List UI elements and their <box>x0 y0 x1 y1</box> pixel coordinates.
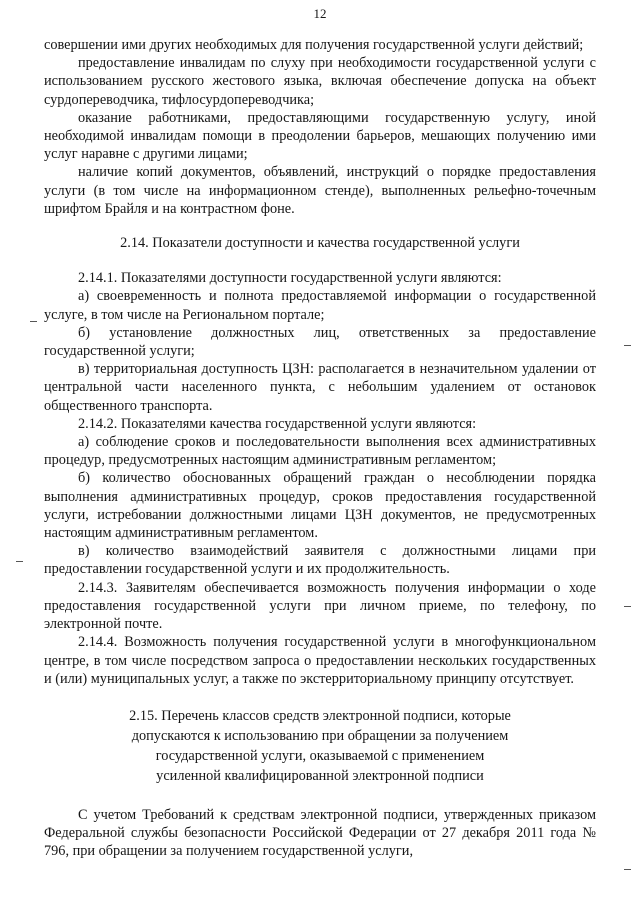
paragraph: предоставление инвалидам по слуху при необходимости государственной услуги с использованием русского жестового языка, включая обеспечение допуска на объект сурдопереводчика, тифлосурдопереводчика; <box>44 55 596 108</box>
section-heading-2-15 <box>44 706 596 786</box>
paragraph: б) количество обоснованных обращений граждан о несоблюдении порядка выполнения административных процедур, сроков предоставления государственной услуги, истребовании должностными лицами ЦЗН документов, не предусмотренных настоящим административным регламентом. <box>44 470 596 542</box>
section-heading-2-14: 2.14. Показатели доступности и качества государственной услуги <box>120 235 520 252</box>
scan-mark <box>16 561 23 562</box>
paragraph: б) установление должностных лиц, ответственных за предоставление государственной услуги; <box>44 324 596 360</box>
paragraph: а) своевременность и полнота предоставляемой информации о государственной услуге, в том числе на Региональном портале; <box>44 288 596 323</box>
paragraph: в) территориальная доступность ЦЗН: располагается в незначительном удалении от центральной части населенного пункта, с небольшим удалением от остановок общественного транспорта. <box>44 361 596 414</box>
paragraph: 2.14.4. Возможность получения государственной услуги в многофункциональном центре, в том числе посредством запроса о предоставлении нескольких государственных и (или) муниципальных услуг, а также по экстерриториальному принципу отсутствует. <box>44 634 596 687</box>
document-body <box>44 36 596 861</box>
scan-mark <box>624 869 631 870</box>
paragraph: совершении ими других необходимых для получения государственной услуги действий; <box>44 37 584 53</box>
paragraph: а) соблюдение сроков и последовательности выполнения всех административных процедур, предусмотренных настоящим административным регламентом; <box>44 434 596 469</box>
scan-mark <box>30 321 37 322</box>
scan-mark <box>624 345 631 346</box>
paragraph: 2.14.3. Заявителям обеспечивается возможность получения информации о ходе предоставления государственной услуги при личном приеме, по телефону, по электронной почте. <box>44 579 596 633</box>
heading-line: 2.15. Перечень классов средств электронной подписи, которые <box>129 707 511 724</box>
scan-mark <box>624 606 631 607</box>
heading-line: допускаются к использованию при обращении за получением <box>131 727 509 744</box>
paragraph: С учетом Требований к средствам электронной подписи, утвержденных приказом Федеральной службы безопасности Российской Федерации от 27 декабря 2011 года № 796, при обращении за получением государственной услуги, <box>44 806 596 860</box>
heading-line: государственной услуги, оказываемой с применением <box>155 747 485 764</box>
paragraph: наличие копий документов, объявлений, инструкций о порядке предоставления услуги (в том числе на информационном стенде), выполненных рельефно-точечным шрифтом Брайля и на контрастном фоне. <box>44 164 596 217</box>
paragraph: в) количество взаимодействий заявителя с должностными лицами при предоставлении государственной услуги и их продолжительность. <box>44 543 596 578</box>
paragraph: оказание работниками, предоставляющими государственную услугу, иной необходимой инвалидам помощи в преодолении барьеров, мешающих получению ими услуг наравне с другими лицами; <box>44 109 596 163</box>
paragraph: 2.14.2. Показателями качества государственной услуги являются: <box>78 415 477 432</box>
page-number: 12 <box>313 6 327 21</box>
paragraph: 2.14.1. Показателями доступности государственной услуги являются: <box>78 270 502 287</box>
heading-line: усиленной квалифицированной электронной подписи <box>156 767 484 784</box>
